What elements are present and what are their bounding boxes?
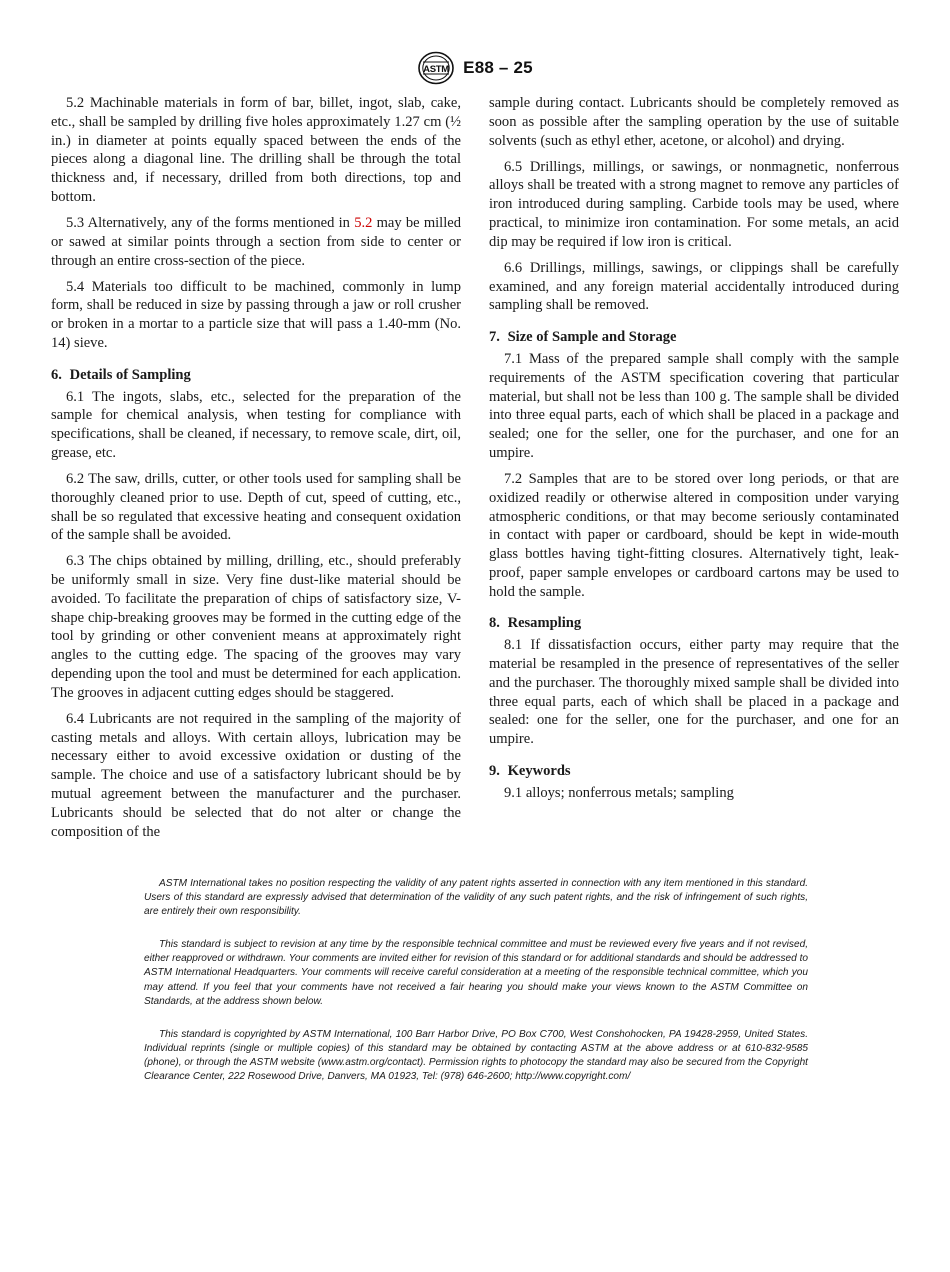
paragraph-6-3: 6.3 The chips obtained by milling, drilling, etc., should preferably be uniformly small in size. Very fine dust-like material should be avoided. To facilitate the preparation of chips of satisfactory size, V-shape chip-breaking grooves may be formed in the cutting edge of the tool by grinding or other convenient means at approximately right angles to the cutting edge. The spacing of the grooves may vary depending upon the tool and must be determined for each application. The grooves in adjacent cutting edges should be staggered. [51,553,461,701]
standard-designation: E88 – 25 [463,58,533,77]
logo-text: ASTM [423,64,450,75]
section-6-title: Details of Sampling [69,366,191,383]
paragraph-5-3 [51,214,461,270]
paragraph-6-6: 6.6 Drillings, millings, sawings, or clippings shall be carefully examined, and any foreign material accidentally introduced during sampling shall be removed. [489,259,899,314]
section-7-number: 7. [489,329,500,346]
paragraph-6-1: 6.1 The ingots, slabs, etc., selected for the preparation of the sample for chemical analysis, when testing for compliance with specifications, shall be cleaned, if necessary, to remove scale, dirt, oil, grease, etc. [51,388,461,461]
section-6-heading [51,366,461,385]
section-8-number: 8. [489,615,500,632]
section-8-title: Resampling [507,615,582,632]
paragraph-7-1: 7.1 Mass of the prepared sample shall comply with the sample requirements of the ASTM specification covering that particular material, but shall not be less than 100 g. The sample shall be divided into three equal parts, each of which shall be placed in a package and sealed; one for the seller, one for the purchaser, and one for an umpire. [489,350,899,461]
section-5-2-link[interactable]: 5.2 [354,214,373,231]
section-6-number: 6. [51,366,62,383]
patent-notice: ASTM International takes no position respecting the validity of any patent rights asserted in connection with any item mentioned in this standard. Users of this standard are expressly advised that determination of the validity of any such patent rights, and the risk of infringement of such rights, are entirely their own responsibility. [144,878,808,918]
legal-notices [144,877,808,1103]
paragraph-6-5: 6.5 Drillings, millings, or sawings, or nonmagnetic, nonferrous alloys shall be treated with a strong magnet to remove any particles of iron introduced during sampling. Carbide tools may be used, where practical, to minimize iron contamination. For some metals, an acid dip may be required if low iron is critical. [489,158,899,250]
astm-logo-icon [417,51,455,85]
section-9-title: Keywords [507,763,571,780]
right-column [489,94,899,810]
copyright-notice: This standard is copyrighted by ASTM International, 100 Barr Harbor Drive, PO Box C700, West Conshohocken, PA 19428-2959, United States. Individual reprints (single or multiple copies) of this standard may be obtained by contacting ASTM at the above address or at 610-832-9585 (phone), or through the ASTM website (www.astm.org/contact). Permission rights to photocopy the standard may also be secured from the Copyright Clearance Center, 222 Rosewood Drive, Danvers, MA 01923, Tel: (978) 646-2600; http://www.copyright.com/ [144,1028,808,1083]
section-9-heading [489,762,899,781]
paragraph-5-2: 5.2 Machinable materials in form of bar, billet, ingot, slab, cake, etc., shall be sampled by drilling five holes approximately 1.27 cm (½ in.) in diameter at points equally spaced between the ends of the pieces along a diagonal line. The drilling shall be through the total thickness and, if necessary, drilled from both directions, top and bottom. [51,95,461,205]
left-column [51,94,461,849]
paragraph-5-3-text-b: may be milled or sawed at similar points through a section from side to center or through an entire cross-section of the piece. [51,214,461,269]
paragraph-7-2: 7.2 Samples that are to be stored over long periods, or that are oxidized readily or otherwise altered in composition under varying atmospheric conditions, or that may become seriously contaminated in contact with paper or cardboard, should be kept in wide-mouth glass bottles having tight-fitting closures. Alternatively tight, leak-proof, paper sample envelopes or cardboard cartons may be used to hold the sample. [489,470,899,600]
section-9-number: 9. [489,763,500,780]
paragraph-6-2: 6.2 The saw, drills, cutter, or other tools used for sampling shall be thoroughly cleaned prior to use. Depth of cut, speed of cutting, etc., shall be so regulated that excessive heating and consequent oxidation of the sample shall be avoided. [51,470,461,544]
paragraph-6-4-continued: sample during contact. Lubricants should be completely removed as soon as possible after the sampling operation by the use of suitable solvents (such as ethyl ether, acetone, or alcohol) and drying. [489,95,899,149]
section-8-heading [489,614,899,633]
section-7-heading [489,328,899,347]
paragraph-5-4: 5.4 Materials too difficult to be machined, commonly in lump form, shall be reduced in size by passing through a jaw or roll crusher or broken in a mortar to a particle size that will pass a 1.40-mm (No. 14) sieve. [51,278,461,351]
paragraph-8-1: 8.1 If dissatisfaction occurs, either party may require that the material be resampled in the presence of representatives of the seller and the purchaser. The thoroughly mixed sample shall be divided into three equal parts, each of which shall be placed in a package and sealed: one for the seller, one for the purchaser, and one for an umpire. [489,637,899,748]
paragraph-5-3-text-a: 5.3 Alternatively, any of the forms mentioned in [66,214,355,231]
paragraph-6-4: 6.4 Lubricants are not required in the sampling of the majority of casting metals and alloys. With certain alloys, lubrication may be necessary either to avoid excessive oxidation or dusting of the sample. The choice and use of a satisfactory lubricant should be by mutual agreement between the manufacturer and the purchaser. Lubricants should be selected that do not alter or change the composition of the [51,710,461,840]
section-7-title: Size of Sample and Storage [507,329,677,346]
page-header [0,50,950,86]
revision-notice: This standard is subject to revision at any time by the responsible technical committee and must be reviewed every five years and if not revised, either reapproved or withdrawn. Your comments are invited either for revision of this standard or for additional standards and should be addressed to ASTM International Headquarters. Your comments will receive careful consideration at a meeting of the responsible technical committee, which you may attend. If you feel that your comments have not received a fair hearing you should make your views known to the ASTM Committee on Standards, at the address shown below. [144,939,808,1007]
paragraph-9-1: 9.1 alloys; nonferrous metals; sampling [504,784,734,801]
